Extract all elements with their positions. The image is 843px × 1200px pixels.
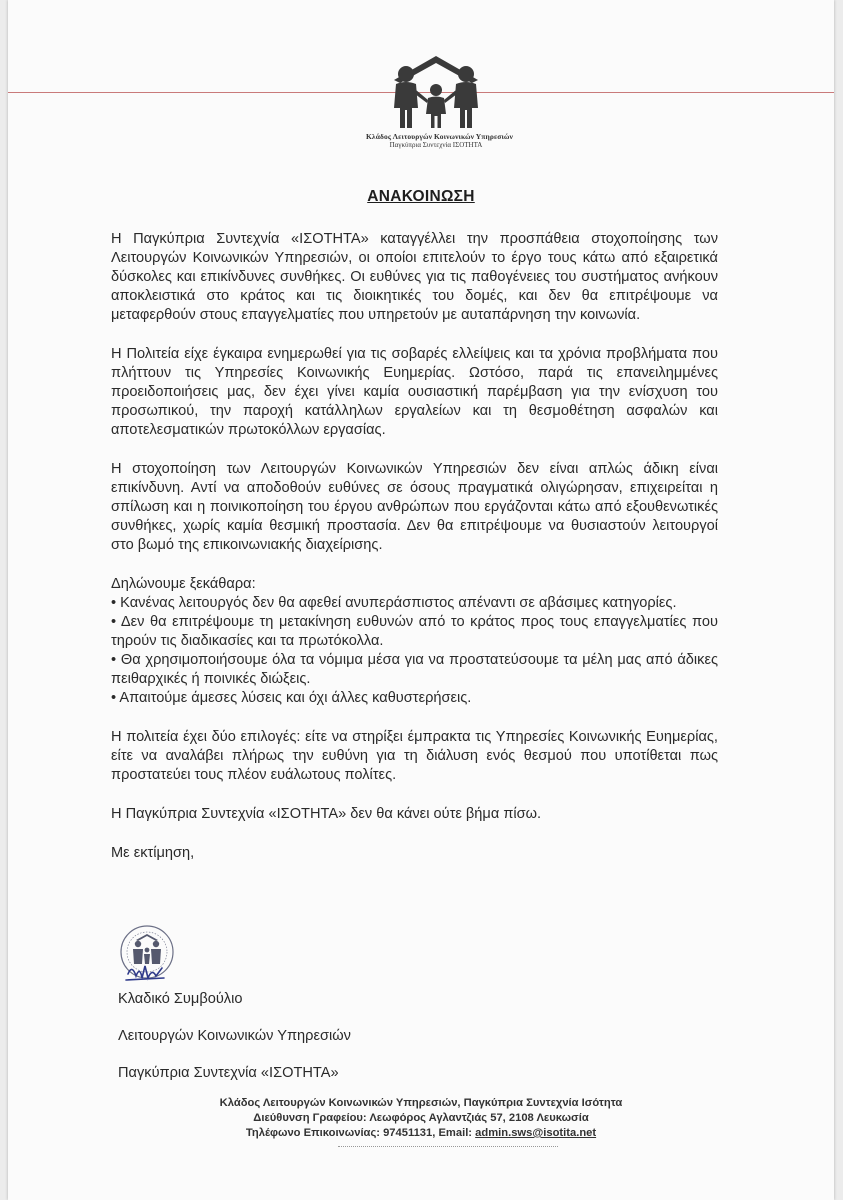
bullet-item: • Δεν θα επιτρέψουμε τη μετακίνηση ευθυνών από το κράτος προς τους επαγγελματίες που τηρούν τις διαδικασίες και τα πρωτόκολλα. xyxy=(111,614,718,649)
signature-line: Λειτουργών Κοινωνικών Υπηρεσιών xyxy=(118,1028,351,1044)
signature-line: Παγκύπρια Συντεχνία «ΙΣΟΤΗΤΑ» xyxy=(118,1065,339,1081)
footer-phone: Τηλέφωνο Επικοινωνίας: 97451131, Email: xyxy=(245,1127,473,1139)
signature-scribble-icon xyxy=(118,920,176,988)
footer-cut-line xyxy=(338,1146,558,1155)
logo-caption-line1: Κλάδος Λειτουργών Κοινωνικών Υπηρεσιών xyxy=(366,132,513,141)
signature-line: Κλαδικό Συμβούλιο xyxy=(118,991,243,1007)
logo-caption-line2: Παγκύπρια Συντεχνία ΙΣΟΤΗΤΑ xyxy=(389,141,483,149)
bullet-item: • Θα χρησιμοποιήσουμε όλα τα νόμιμα μέσα για να προστατεύσουμε τα μέλη μας από άδικες πειθαρχικές ή ποινικές διώξεις. xyxy=(111,652,718,687)
letter-footer xyxy=(8,1096,834,1141)
closing-salutation: Με εκτίμηση, xyxy=(111,845,195,861)
letter-body xyxy=(111,230,718,883)
paragraph-options: Η πολιτεία έχει δύο επιλογές: είτε να στηρίξει έμπρακτα τις Υπηρεσίες Κοινωνικής Ευημερίας, είτε να αναλάβει πλήρως την ευθύνη για τη διάλυση ενός θεσμού που υποτίθεται πως προστατεύει τους πλέον ευάλωτους πολίτες. xyxy=(111,729,718,783)
bullet-item: • Απαιτούμε άμεσες λύσεις και όχι άλλες καθυστερήσεις. xyxy=(111,690,472,706)
declaration-block xyxy=(111,575,718,708)
family-logo-icon xyxy=(376,50,496,130)
footer-line2: Διεύθυνση Γραφείου: Λεωφόρος Αγλαντζιάς 57, 2108 Λευκωσία xyxy=(253,1112,589,1124)
paragraph-1: Η Παγκύπρια Συντεχνία «ΙΣΟΤΗΤΑ» καταγγέλλει την προσπάθεια στοχοποίησης των Λειτουργών Κοινωνικών Υπηρεσιών, οι οποίοι επιτελούν το έργο τους κάτω από εξαιρετικά δύσκολες και επικίνδυνες συνθήκες. Οι ευθύνες για τις παθογένειες του συστήματος ανήκουν αποκλειστικά στο κράτος και τις διοικητικές του δομές, και δεν θα επιτρέψουμε να μεταφερθούν στους επαγγελματίες που υπηρετούν με αυταπάρνηση την κοινωνία. xyxy=(111,231,718,323)
declaration-intro: Δηλώνουμε ξεκάθαρα: xyxy=(111,576,256,592)
letter-page xyxy=(8,0,834,1200)
paragraph-2: Η Πολιτεία είχε έγκαιρα ενημερωθεί για τις σοβαρές ελλείψεις και τα χρόνια προβλήματα που πλήττουν τις Υπηρεσίες Κοινωνικής Ευημερίας. Ωστόσο, παρά τις επανειλημμένες προειδοποιήσεις μας, δεν έχει γίνει καμία ουσιαστική παρέμβαση για την ενίσχυση του προσωπικού, την παροχή κατάλληλων εργαλείων και τη θεσμοθέτηση ασφαλών και αποτελεσματικών πρωτοκόλλων εργασίας. xyxy=(111,346,718,438)
page-title: ΑΝΑΚΟΙΝΩΣΗ xyxy=(367,188,475,205)
email-link[interactable]: admin.sws@isotita.net xyxy=(475,1127,597,1139)
footer-contact xyxy=(8,1126,834,1141)
paragraph-3: Η στοχοποίηση των Λειτουργών Κοινωνικών Υπηρεσιών δεν είναι απλώς άδικη είναι επικίνδυνη. Αντί να αποδοθούν ευθύνες σε όσους πραγματικά ολιγώρησαν, επιχειρείται η σπίλωση και η ποινικοποίηση του έργου ανθρώπων που εργάζονται κάτω από εξουθενωτικές συνθήκες, χωρίς καμία θεσμική προστασία. Δεν θα επιτρέψουμε να θυσιαστούν λειτουργοί στο βωμό της επικοινωνιακής διαχείρισης. xyxy=(111,461,718,553)
union-stamp xyxy=(118,920,176,988)
paragraph-final: Η Παγκύπρια Συντεχνία «ΙΣΟΤΗΤΑ» δεν θα κάνει ούτε βήμα πίσω. xyxy=(111,806,542,822)
bullet-item: • Κανένας λειτουργός δεν θα αφεθεί ανυπεράσπιστος απέναντι σε αβάσιμες κατηγορίες. xyxy=(111,595,677,611)
signature-block xyxy=(118,990,351,1101)
footer-line1: Κλάδος Λειτουργών Κοινωνικών Υπηρεσιών, Παγκύπρια Συντεχνία Ισότητα xyxy=(219,1097,623,1109)
union-logo xyxy=(366,50,513,155)
